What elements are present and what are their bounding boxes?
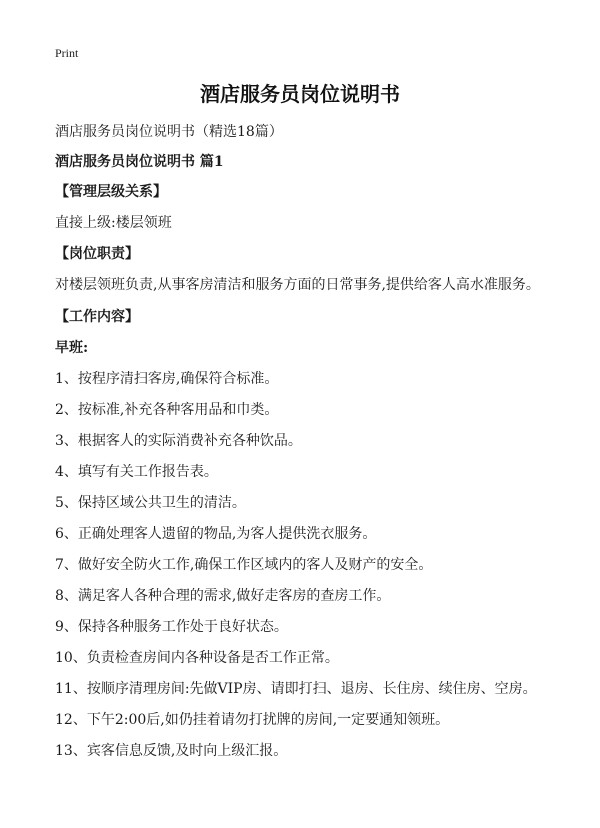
list-item: 5、保持区域公共卫生的清洁。 [55,495,246,511]
supervisor-text: 直接上级:楼层领班 [55,215,172,231]
list-item: 8、满足客人各种合理的需求,做好走客房的查房工作。 [55,588,391,604]
list-item: 9、保持各种服务工作处于良好状态。 [55,619,288,635]
list-item: 2、按标准,补充各种客用品和巾类。 [55,402,279,418]
heading-management: 【管理层级关系】 [55,184,167,200]
heading-duties: 【岗位职责】 [55,246,139,262]
list-item: 7、做好安全防火工作,确保工作区域内的客人及财产的安全。 [55,557,433,573]
list-item: 3、根据客人的实际消费补充各种饮品。 [55,433,302,449]
heading-work: 【工作内容】 [55,309,139,325]
list-item: 1、按程序清扫客房,确保符合标准。 [55,371,279,387]
page-title: 酒店服务员岗位说明书 [200,82,400,106]
shift-label: 早班: [55,340,89,356]
section-title: 酒店服务员岗位说明书 篇1 [55,154,224,170]
list-item: 4、填写有关工作报告表。 [55,464,218,480]
list-item: 11、按顺序清理房间:先做VIP房、请即打扫、退房、长住房、续住房、空房。 [55,681,537,697]
duties-text: 对楼层领班负责,从事客房清洁和服务方面的日常事务,提供给客人高水准服务。 [55,277,540,293]
document-subtitle: 酒店服务员岗位说明书（精选18篇） [55,124,283,140]
list-item: 13、宾客信息反馈,及时向上级汇报。 [55,743,288,759]
print-link[interactable]: Print [55,46,79,60]
list-item: 12、下午2:00后,如仍挂着请勿打扰牌的房间,一定要通知领班。 [55,712,450,728]
list-item: 10、负责检查房间内各种设备是否工作正常。 [55,650,339,666]
work-items-list [55,369,537,772]
list-item: 6、正确处理客人遗留的物品,为客人提供洗衣服务。 [55,526,377,542]
